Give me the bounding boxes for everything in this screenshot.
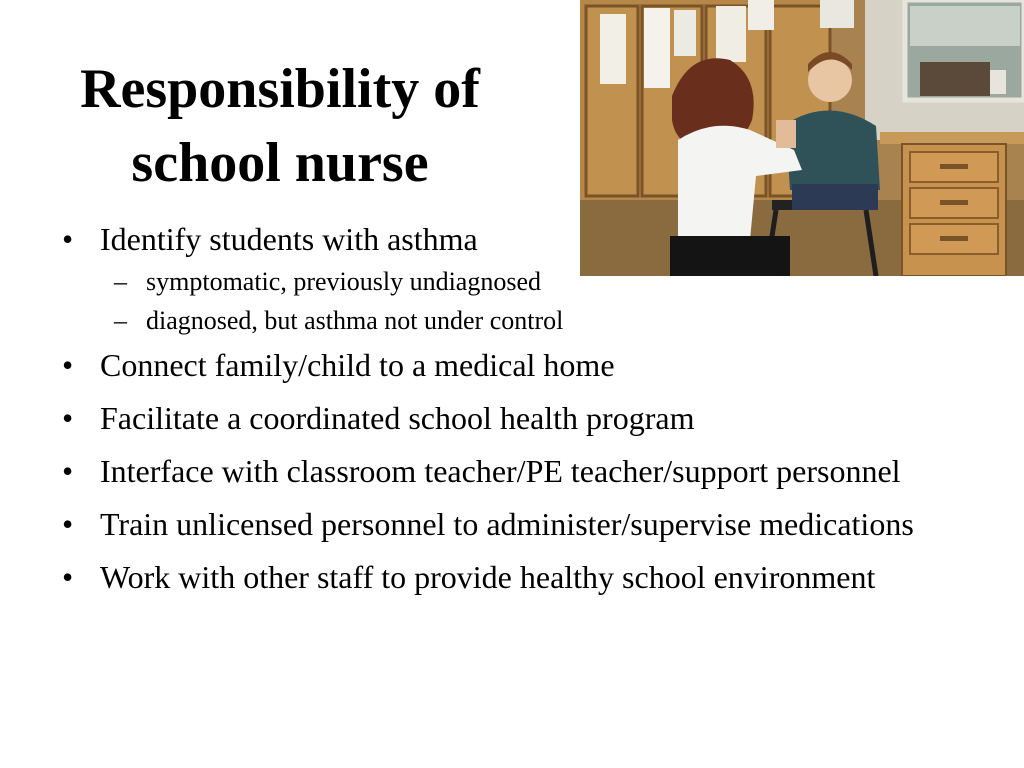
bullet-marker: • [62,400,74,436]
dash-marker: – [114,306,127,335]
bullet-text: Work with other staff to provide healthy school environment [100,559,876,595]
bullet-identify-students [58,218,978,338]
title-line-2: school nurse [131,132,429,194]
sub-bullet-diagnosed [58,304,978,338]
bullet-text: Facilitate a coordinated school health program [100,400,695,436]
bullet-healthy-environment [58,556,978,598]
title-line-1: Responsibility of [80,58,480,120]
sub-bullet-text: symptomatic, previously undiagnosed [146,267,542,296]
bullet-coordinated-program [58,397,978,439]
bullet-interface-teachers [58,450,978,492]
bullet-medical-home [58,344,978,386]
bullet-text: Connect family/child to a medical home [100,347,615,383]
bullet-list [58,218,978,609]
bullet-train-personnel [58,503,978,545]
sub-bullet-symptomatic [58,265,978,299]
dash-marker: – [114,267,127,296]
bullet-text: Identify students with asthma [100,221,478,257]
sub-bullet-text: diagnosed, but asthma not under control [146,306,564,335]
bullet-text: Interface with classroom teacher/PE teacher/support personnel [100,453,901,489]
bullet-text: Train unlicensed personnel to administer/supervise medications [100,506,914,542]
bullet-marker: • [62,559,74,595]
bullet-marker: • [62,347,74,383]
sub-bullet-list [100,265,978,338]
bullet-marker: • [62,453,74,489]
bullet-marker: • [62,506,74,542]
slide-title [30,52,530,200]
bullet-marker: • [62,221,74,257]
